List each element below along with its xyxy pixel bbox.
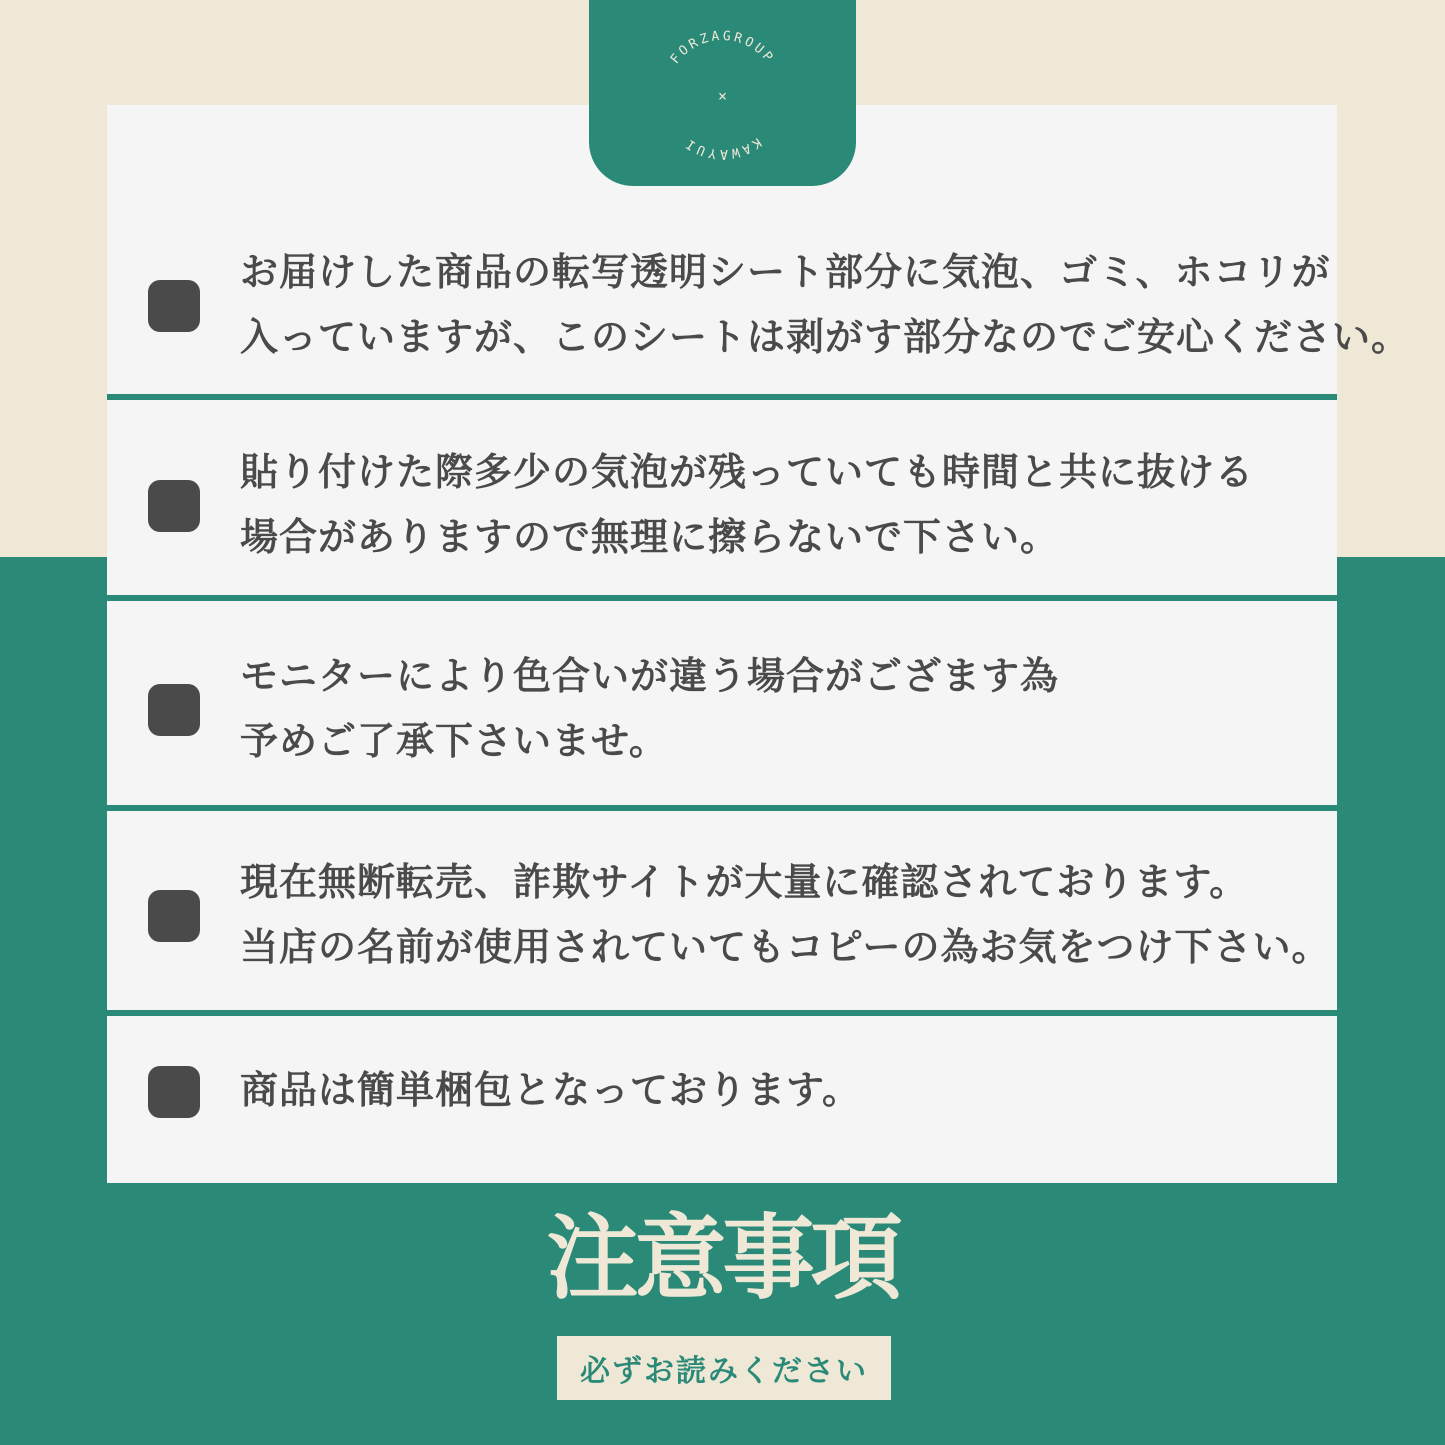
- notice-text-line: 貼り付けた際多少の気泡が残っていても時間と共に抜ける: [240, 451, 1255, 494]
- notice-text-line: 予めご了承下さいませ。: [240, 721, 668, 763]
- notice-item: [107, 811, 1337, 1010]
- notice-text-line: 現在無断転売、詐欺サイトが大量に確認されております。: [240, 861, 1249, 904]
- checkbox-bullet-icon: [148, 480, 200, 532]
- notice-item: [107, 1016, 1337, 1183]
- notice-panel: [107, 105, 1411, 1184]
- notice-text: [240, 645, 1059, 775]
- notice-text-line: 場合がありますので無理に擦らないで下さい。: [240, 516, 1060, 559]
- page-title: 注意事項: [546, 1208, 899, 1310]
- notice-item: [107, 400, 1337, 595]
- checkbox-bullet-icon: [148, 1066, 200, 1118]
- checkbox-bullet-icon: [148, 890, 200, 942]
- notice-text: [240, 441, 1254, 571]
- notice-text: [240, 1059, 861, 1124]
- checkbox-bullet-icon: [148, 280, 200, 332]
- brand-name-bottom: KAWAYUI: [681, 134, 764, 161]
- notice-text-line: 商品は簡単梱包となっております。: [240, 1070, 861, 1112]
- notice-item: [107, 601, 1337, 805]
- notice-text: [240, 241, 1410, 371]
- notice-text-line: お届けした商品の転写透明シート部分に気泡、ゴミ、ホコリが: [240, 251, 1331, 294]
- notice-text-line: 当店の名前が使用されていてもコピーの為お気をつけ下さい。: [240, 926, 1331, 969]
- brand-cross-icon: ×: [717, 87, 728, 105]
- notice-text-line: モニターにより色合いが違う場合がござます為: [240, 656, 1060, 698]
- notice-text: [240, 851, 1330, 981]
- must-read-label: 必ずお読みください: [557, 1336, 891, 1400]
- notice-text-line: 入っていますが、このシートは剥がす部分なのでご安心ください。: [240, 316, 1411, 359]
- brand-badge: [589, 0, 856, 186]
- checkbox-bullet-icon: [148, 684, 200, 736]
- brand-circular-logo: [589, 0, 856, 186]
- brand-name-top: FORZAGROUP: [667, 28, 778, 67]
